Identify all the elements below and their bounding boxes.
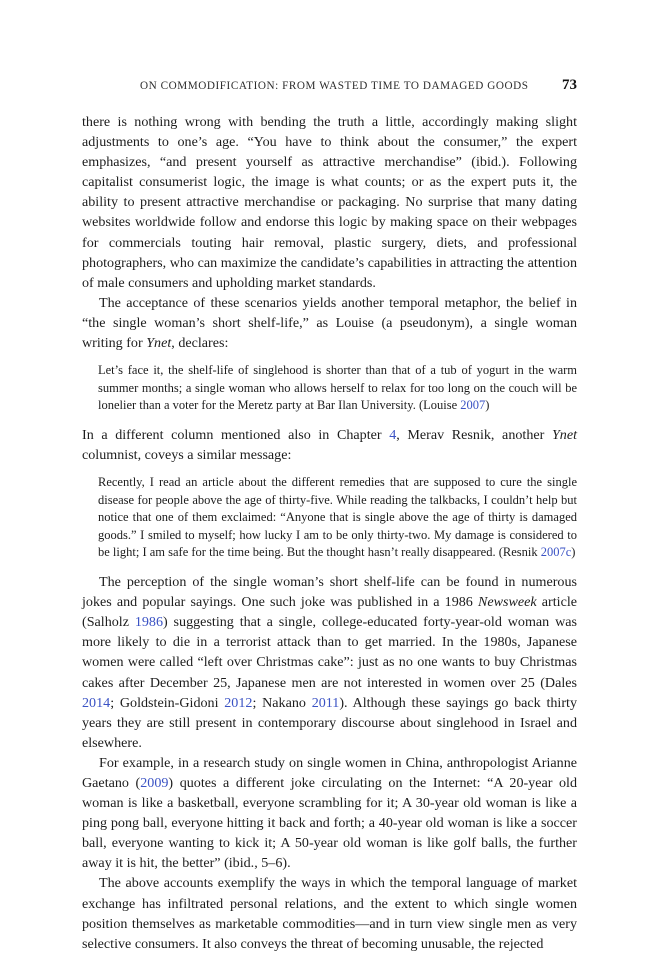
citation-link-dales-2014[interactable]: 2014 — [82, 694, 111, 711]
citation-link-nakano-2011[interactable]: 2011 — [311, 694, 340, 711]
paragraph-5-text-b: ) quotes a different joke circulating on the Internet: “A 20-year old woman is like a basketball, everyone scrambling for it; A 30-year old woman is like a ping pong ball, everyone hitting it back and forth; a 40-year old woman is like a soccer ball, everyone wanting to kick it; A 50-year old woman is like golf balls, the further away it is hit, the better” (ibid., 5–6). — [82, 775, 578, 872]
paragraph-1-text: there is nothing wrong with bending the truth a little, accordingly making slight adjustments to one’s age. “You have to think about the consumer,” the expert emphasizes, “and present yourself as attractive merchandise” (ibid.). Following capitalist consumerist logic, the image is what counts; or as the expert puts it, the ability to present attractive merchandise or packaging. No surprise that many dating websites worldwide follow and endorse this logic by making space on their webpages for commercials touting hair removal, plastic surgery, diets, and professional photographers, who can maximize the candidate’s capabilities in attracting the attention of male consumers and upholding market standards. — [82, 114, 577, 291]
paragraph-3 — [82, 425, 577, 465]
paragraph-4 — [82, 572, 577, 753]
paragraph-4-text-d: ; Goldstein-Gidoni — [110, 694, 225, 711]
spacer-before-quote-1 — [82, 353, 577, 362]
blockquote-resnik-text-a: Recently, I read an article about the different remedies that are supposed to cure the single disease for people above the age of thirty-five. While reading the talkbacks, I couldn’t help but notice that one of them exclaimed: “Anyone that is single above the age of thirty is damaged goods.” I smiled to myself; how lucky I am to be only thirty-two. My damage is considered to be light; I am safe for the time being. But the thought hasn’t really disappeared. (Resnik — [98, 475, 577, 560]
paragraph-5-text-a: For example, in a research study on single women in China, anthropologist Arianne Gaetano ( — [82, 754, 577, 791]
citation-link-salholz-1986[interactable]: 1986 — [134, 614, 164, 631]
citation-link-goldstein-gidoni-2012[interactable]: 2012 — [224, 694, 253, 711]
paragraph-1 — [82, 112, 577, 293]
page-content — [82, 112, 577, 954]
citation-link-resnik-2007c[interactable]: 2007c — [540, 545, 572, 560]
journal-name-ynet-2: Ynet — [551, 426, 577, 443]
paragraph-4-text-a: The perception of the single woman’s short shelf-life can be found in numerous jokes and popular sayings. One such joke was published in a 1986 — [82, 574, 577, 611]
running-head-title: ON COMMODIFICATION: FROM WASTED TIME TO DAMAGED GOODS — [140, 80, 529, 92]
blockquote-louise-text — [98, 362, 577, 415]
paragraph-2 — [82, 293, 577, 353]
page-number: 73 — [562, 77, 577, 93]
paragraph-5 — [82, 753, 577, 874]
running-head — [82, 77, 577, 93]
blockquote-louise-text-b: ) — [485, 398, 490, 413]
paragraph-4-text-e: ; Nakano — [252, 694, 312, 711]
blockquote-resnik-text-b: ) — [571, 545, 576, 560]
blockquote-louise-text-a: Let’s face it, the shelf-life of singlehood is shorter than that of a tub of yogurt in the warm summer months; a single woman who allows herself to relax for too long on the couch will be lonelier than a voter for the Meretz party at Bar Ilan University. (Louise — [98, 363, 577, 413]
paragraph-3-text-c: columnist, coveys a similar message: — [82, 447, 292, 463]
paragraph-2-text-b: , declares: — [171, 335, 229, 352]
paragraph-3-text-a: In a different column mentioned also in Chapter — [82, 426, 390, 443]
paragraph-3-text-b: , Merav Resnik, another — [396, 426, 552, 443]
paragraph-2-text-a: The acceptance of these scenarios yields another temporal metaphor, the belief in “the single woman’s short shelf-life,” as Louise (a pseudonym), a single woman writing for — [82, 294, 577, 352]
blockquote-louise — [82, 362, 577, 415]
spacer-before-quote-2 — [82, 465, 577, 474]
blockquote-resnik-text — [98, 474, 577, 562]
paragraph-6 — [82, 873, 577, 953]
citation-link-gaetano-2009[interactable]: 2009 — [140, 775, 169, 791]
spacer-after-quote-1 — [82, 415, 577, 425]
paragraph-4-text-b: article (Salholz — [82, 594, 578, 631]
citation-link-louise-2007[interactable]: 2007 — [460, 398, 486, 413]
journal-name-ynet-1: Ynet — [146, 335, 172, 352]
blockquote-resnik — [82, 474, 577, 562]
paragraph-4-text-c: ) suggesting that a single, college-educated forty-year-old woman was more likely to die in a terrorist attack than to get married. In the 1980s, Japanese women were called “left over Christmas cake”: just as no one wants to buy Christmas cakes after December 25, Japanese men are not interested in women over 25 (Dales — [82, 614, 577, 691]
magazine-name-newsweek: Newsweek — [477, 594, 537, 611]
chapter-link-4[interactable]: 4 — [389, 426, 397, 443]
spacer-after-quote-2 — [82, 562, 577, 572]
paragraph-4-text-f: ). Although these sayings go back thirty years they are still present in contemporary discourse about singlehood in Israel and elsewhere. — [82, 694, 577, 751]
paragraph-6-text: The above accounts exemplify the ways in which the temporal language of market exchange has infiltrated personal relations, and the extent to which single women position themselves as marketable commodities—and in turn view single men as very selective consumers. It also conveys the threat of becoming unusable, the rejected — [82, 875, 577, 952]
